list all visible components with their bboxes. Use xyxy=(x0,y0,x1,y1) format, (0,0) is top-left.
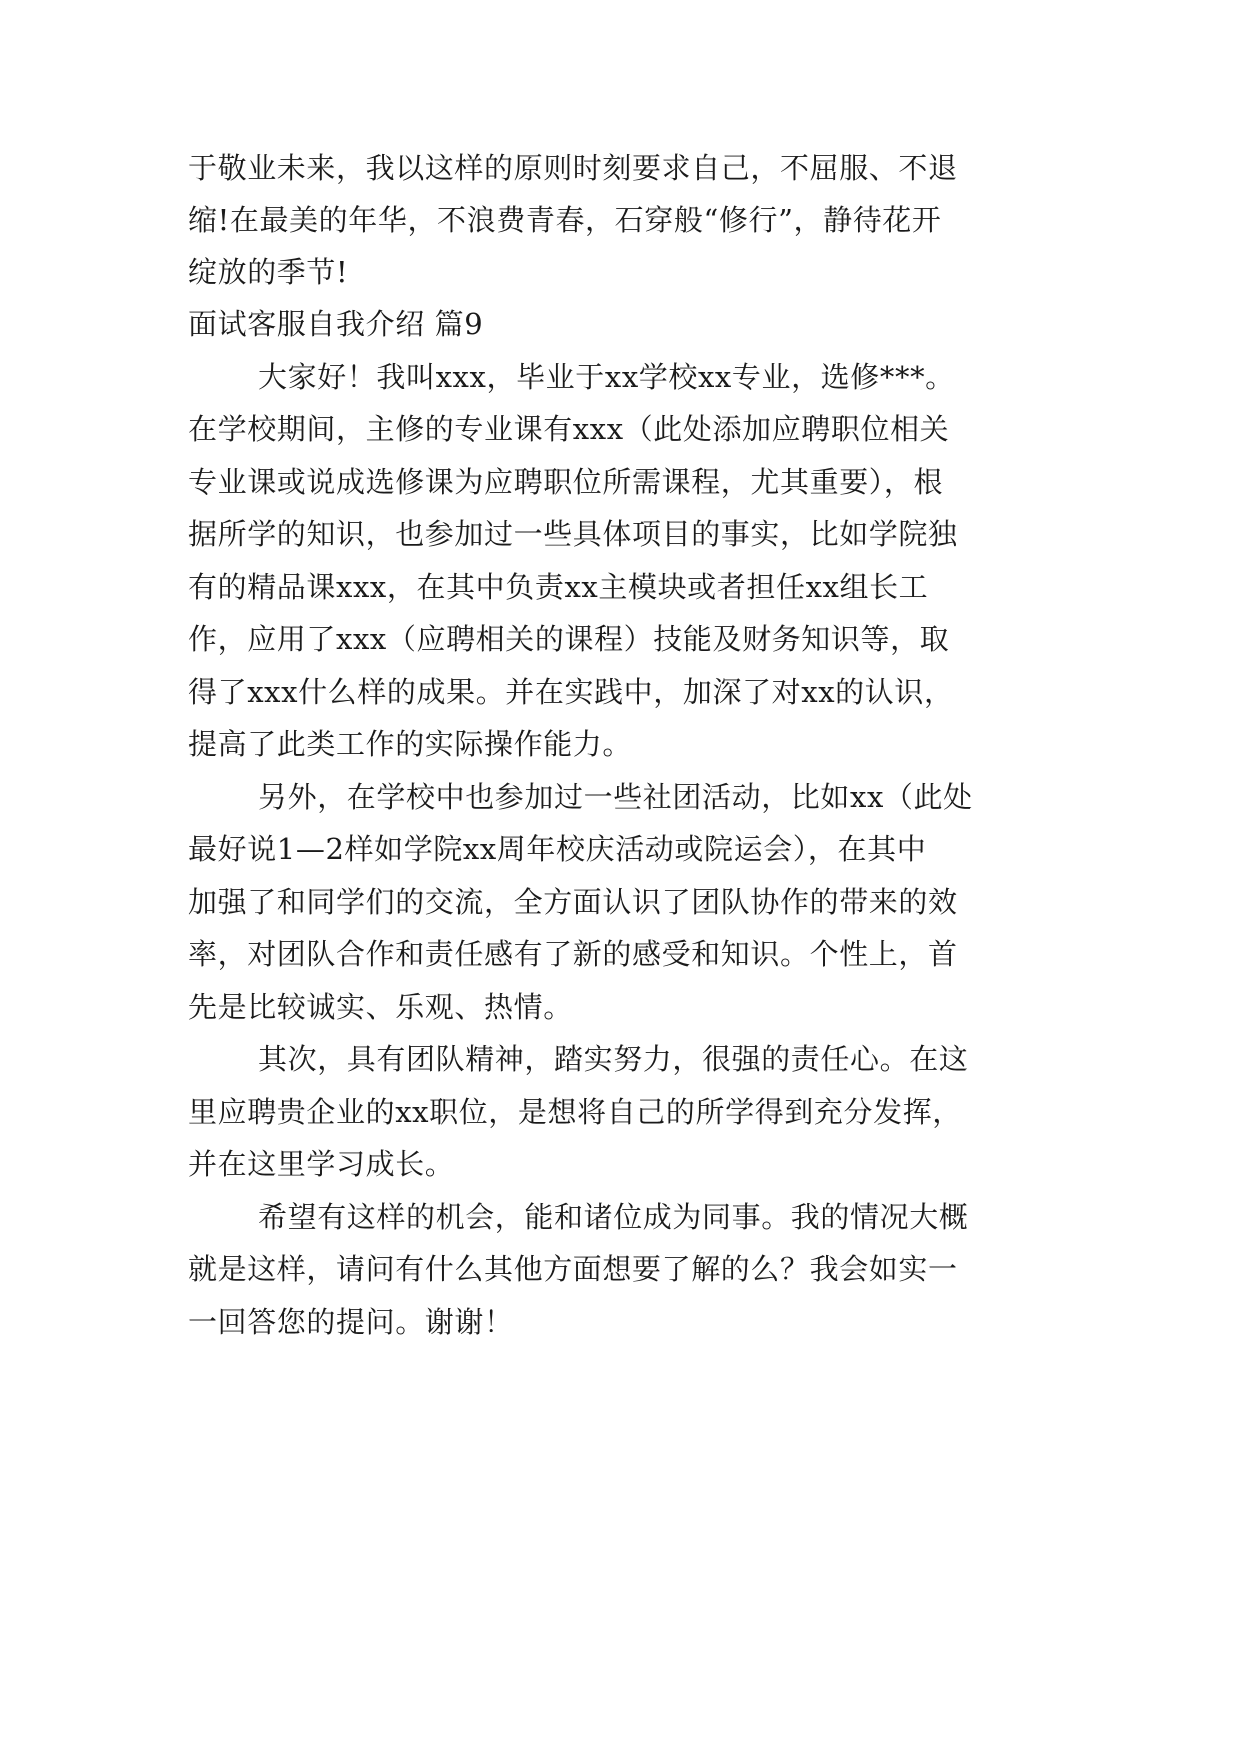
paragraph-line: 先是比较诚实、乐观、热情。 xyxy=(188,990,573,1024)
paragraph-line: 有的精品课xxx，在其中负责xx主模块或者担任xx组长工 xyxy=(188,570,929,604)
paragraph-line: 作，应用了xxx（应聘相关的课程）技能及财务知识等，取 xyxy=(188,622,950,656)
paragraph-line: 专业课或说成选修课为应聘职位所需课程，尤其重要），根 xyxy=(188,465,944,499)
paragraph-line: 里应聘贵企业的xx职位，是想将自己的所学得到充分发挥， xyxy=(188,1095,962,1129)
paragraph-line: 其次，具有团队精神，踏实努力，很强的责任心。在这 xyxy=(258,1042,969,1076)
paragraph-line: 于敬业未来，我以这样的原则时刻要求自己，不屈服、不退 xyxy=(188,151,958,185)
paragraph-line: 绽放的季节! xyxy=(188,255,349,289)
paragraph-line: 希望有这样的机会，能和诸位成为同事。我的情况大概 xyxy=(258,1200,969,1234)
paragraph-line: 大家好！我叫xxx，毕业于xx学校xx专业，选修***。 xyxy=(258,360,955,394)
paragraph-line: 提高了此类工作的实际操作能力。 xyxy=(188,727,633,761)
section-heading: 面试客服自我介绍 篇9 xyxy=(188,307,484,341)
paragraph-line: 率，对团队合作和责任感有了新的感受和知识。个性上，首 xyxy=(188,937,958,971)
paragraph-line: 另外，在学校中也参加过一些社团活动，比如xx（此处 xyxy=(258,780,973,814)
paragraph-line: 据所学的知识，也参加过一些具体项目的事实，比如学院独 xyxy=(188,517,958,551)
paragraph-line: 得了xxx什么样的成果。并在实践中，加深了对xx的认识， xyxy=(188,675,954,709)
paragraph-line: 一回答您的提问。谢谢！ xyxy=(188,1305,514,1339)
paragraph-line: 缩!在最美的年华，不浪费青春，石穿般“修行”，静待花开 xyxy=(188,203,942,237)
paragraph-line: 并在这里学习成长。 xyxy=(188,1147,455,1181)
paragraph-line: 加强了和同学们的交流，全方面认识了团队协作的带来的效 xyxy=(188,885,958,919)
paragraph-line: 在学校期间，主修的专业课有xxx（此处添加应聘职位相关 xyxy=(188,412,950,446)
paragraph-line: 最好说1—2样如学院xx周年校庆活动或院运会），在其中 xyxy=(188,832,927,866)
paragraph-line: 就是这样，请问有什么其他方面想要了解的么？我会如实一 xyxy=(188,1252,958,1286)
